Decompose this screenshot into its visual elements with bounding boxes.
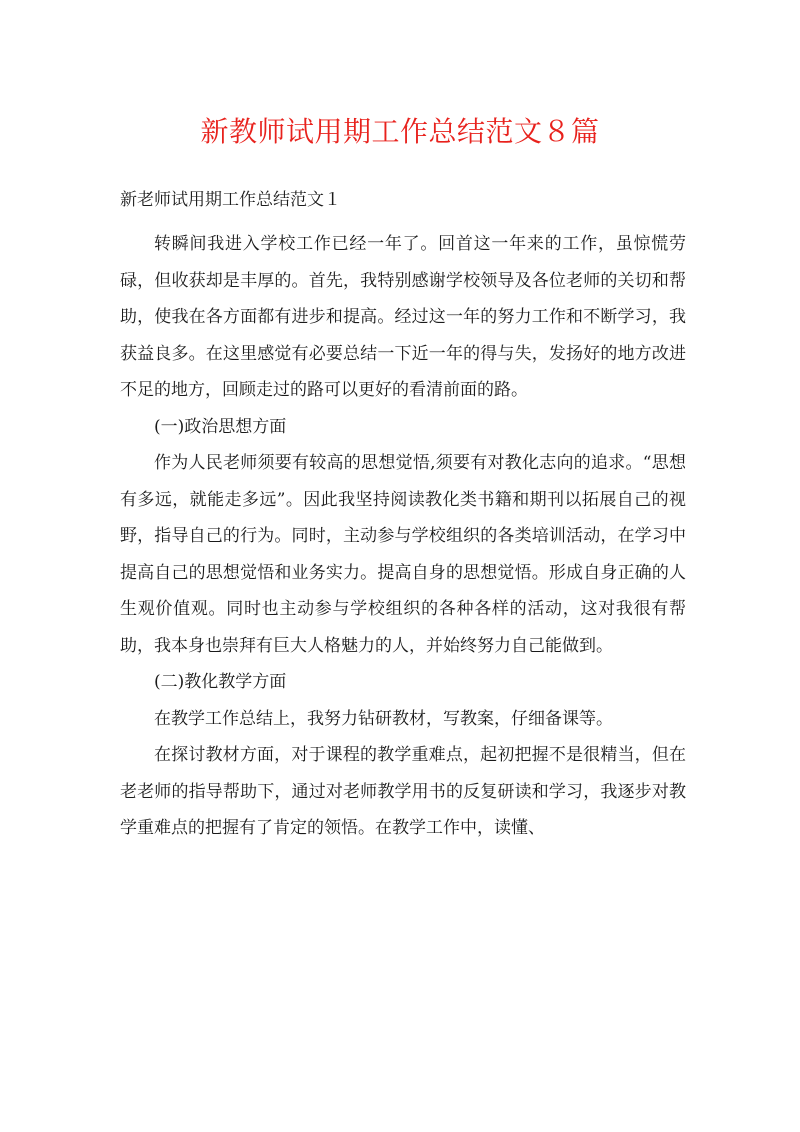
document-subtitle: 新老师试用期工作总结范文１ — [120, 190, 341, 210]
paragraph-teaching-summary: 在教学工作总结上，我努力钻研教材，写教案，仔细备课等。 — [154, 708, 613, 729]
paragraph-teaching-materials: 在探讨教材方面，对于课程的教学重难点，起初把握不是很精当，但在老老师的指导帮助下，通过对老师教学用书的反复研读和学习，我逐步对教学重难点的把握有了肯定的领悟。在教学工作中，读懂、 — [120, 745, 686, 838]
document-body — [120, 226, 686, 847]
section-heading-politics: (一)政治思想方面 — [154, 416, 287, 437]
paragraph-politics: 作为人民老师须要有较高的思想觉悟,须要有对教化志向的追求。“思想有多远，就能走多远”。因此我坚持阅读教化类书籍和期刊以拓展自己的视野，指导自己的行为。同时，主动参与学校组织的各类培训活动，在学习中提高自己的思想觉悟和业务实力。提高自身的思想觉悟。形成自身正确的人生观价值观。同时也主动参与学校组织的各种各样的活动，这对我很有帮助，我本身也崇拜有巨大人格魅力的人，并始终努力自己能做到。 — [120, 453, 686, 656]
document-title: 新教师试用期工作总结范文８篇 — [200, 115, 600, 148]
paragraph-intro: 转瞬间我进入学校工作已经一年了。回首这一年来的工作，虽惊慌劳碌，但收获却是丰厚的。首先，我特别感谢学校领导及各位老师的关切和帮助，使我在各方面都有进步和提高。经过这一年的努力工作和不断学习，我获益良多。在这里感觉有必要总结一下近一年的得与失，发扬好的地方改进不足的地方，回顾走过的路可以更好的看清前面的路。 — [120, 234, 686, 400]
section-heading-teaching: (二)教化教学方面 — [154, 672, 287, 692]
